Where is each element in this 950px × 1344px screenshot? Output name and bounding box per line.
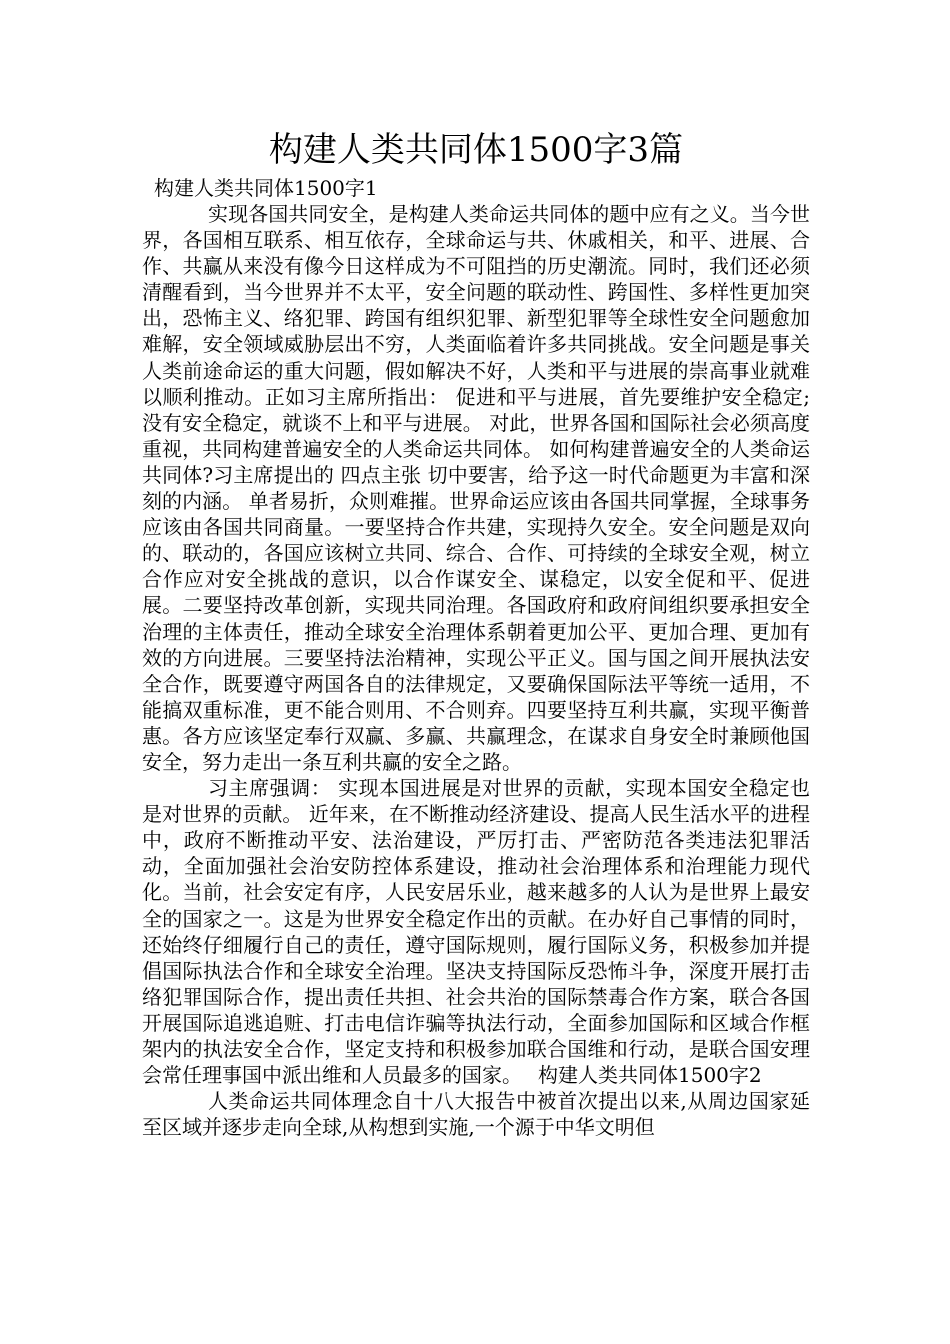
paragraph-3: 人类命运共同体理念自十八大报告中被首次提出以来,从周边国家延至区域并逐步走向全球,从构想到实施,一个源于中华文明但: [142, 1089, 810, 1140]
paragraph-2-text: 习主席强调： 实现本国进展是对世界的贡献，实现本国安全稳定也是对世界的贡献。 近年来，在不断推动经济建设、提高人民生活水平的进程中，政府不断推动平安、法治建设，严厉打击、严密防范各类违法犯罪活动，全面加强社会治安防控体系建设，推动社会治理体系和治理能力现代化。当前，社会安定有序，人民安居乐业，越来越多的人认为是世界上最安全的国家之一。这是为世界安全稳定作出的贡献。在办好自己事情的同时，还始终仔细履行自己的责任，遵守国际规则，履行国际义务，积极参加并提倡国际执法合作和全球安全治理。坚决支持国际反恐怖斗争，深度开展打击络犯罪国际合作，提出责任共担、社会共治的国际禁毒合作方案，联合各国开展国际追逃追赃、打击电信诈骗等执法行动，全面参加国际和区域合作框架内的执法安全合作，坚定支持和积极参加联合国维和行动，是联合国安理会常任理事国中派出维和人员最多的国家。: [142, 776, 810, 1088]
section-heading-1: 构建人类共同体1500字1: [154, 176, 378, 200]
paragraph-2: [142, 775, 810, 1088]
paragraph-1: 实现各国共同安全，是构建人类命运共同体的题中应有之义。当今世界，各国相互联系、相互依存，全球命运与共、休戚相关，和平、进展、合作、共赢从来没有像今日这样成为不可阻挡的历史潮流。同时，我们还必须清醒看到，当今世界并不太平，安全问题的联动性、跨国性、多样性更加突出，恐怖主义、络犯罪、跨国有组织犯罪、新型犯罪等全球性安全问题愈加难解，安全领域威胁层出不穷，人类面临着许多共同挑战。安全问题是事关人类前途命运的重大问题，假如解决不好，人类和平与进展的崇高事业就难以顺利推动。正如习主席所指出： 促进和平与进展，首先要维护安全稳定;没有安全稳定，就谈不上和平与进展。 对此，世界各国和国际社会必须高度重视，共同构建普遍安全的人类命运共同体。 如何构建普遍安全的人类命运共同体?习主席提出的 四点主张 切中要害，给予这一时代命题更为丰富和深刻的内涵。 单者易折，众则难摧。世界命运应该由各国共同掌握，全球事务应该由各国共同商量。一要坚持合作共建，实现持久安全。安全问题是双向的、联动的，各国应该树立共同、综合、合作、可持续的全球安全观，树立合作应对安全挑战的意识，以合作谋安全、谋稳定，以安全促和平、促进展。二要坚持改革创新，实现共同治理。各国政府和政府间组织要承担安全治理的主体责任，推动全球安全治理体系朝着更加公平、更加合理、更加有效的方向进展。三要坚持法治精神，实现公平正义。国与国之间开展执法安全合作，既要遵守两国各自的法律规定，又要确保国际法平等统一适用，不能搞双重标准，更不能合则用、不合则弃。四要坚持互利共赢，实现平衡普惠。各方应该坚定奉行双赢、多赢、共赢理念，在谋求自身安全时兼顾他国安全，努力走出一条互利共赢的安全之路。: [142, 202, 810, 774]
section-heading-2: 构建人类共同体1500字2: [538, 1063, 762, 1088]
document-title: 构建人类共同体1500字3篇: [268, 130, 684, 170]
